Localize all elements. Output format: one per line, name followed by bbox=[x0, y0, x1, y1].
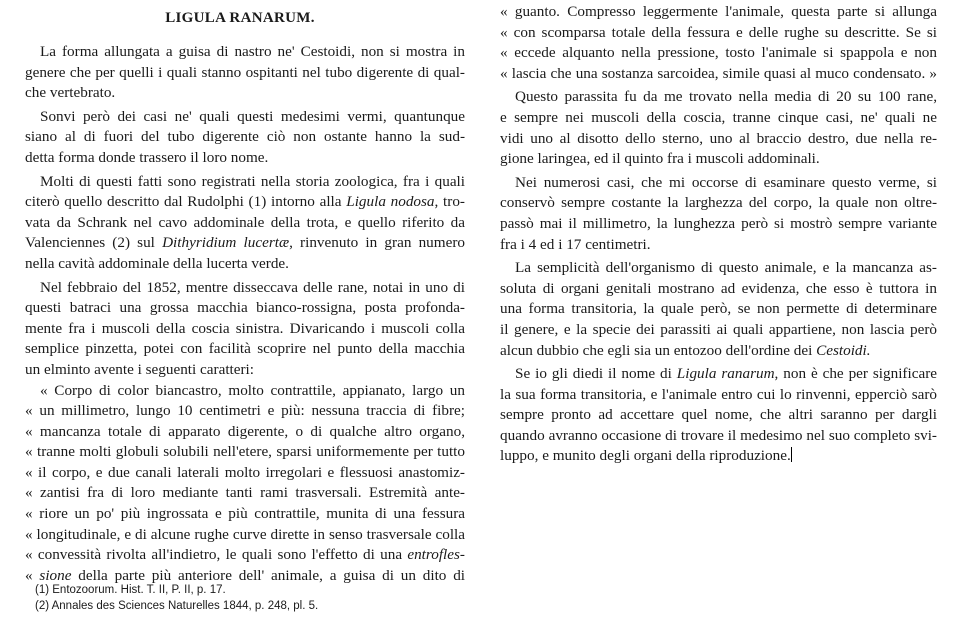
text-line bbox=[500, 341, 937, 362]
text-line bbox=[25, 213, 465, 234]
text-run: semplice pinzetta, potei con facilità scoprire nel punto della macchia bbox=[25, 340, 465, 358]
text-line bbox=[500, 320, 937, 341]
text-run: quando avranno occasione di trovare il medesimo nel suo completo svi- bbox=[500, 426, 937, 444]
text-line bbox=[25, 233, 465, 254]
italic-term: Cestoidi. bbox=[816, 341, 871, 359]
text-cursor bbox=[791, 447, 792, 462]
text-run: « eccede alquanto nella pressione, tosto l'animale si spappola e non bbox=[500, 44, 937, 62]
text-line bbox=[25, 422, 465, 443]
text-run: soluta di organi genitali mostrano ad evidenza, che esso è tuttora in bbox=[500, 279, 937, 297]
text-run: vidi uno al disotto dello sterno, uno al braccio destro, due nella re- bbox=[500, 129, 937, 147]
italic-term: Dithyridium lucertæ bbox=[162, 234, 290, 252]
text-run: una forma transitoria, la quale però, se non permette di determinare bbox=[500, 300, 937, 318]
text-line bbox=[500, 108, 937, 129]
text-run: luppo, e munito degli organi della riproduzione. bbox=[500, 447, 791, 465]
text-run: il genere, e la specie dei parassiti ai quali appartiene, non lascia però bbox=[500, 320, 937, 338]
text-line bbox=[500, 446, 937, 467]
text-run: nella cavità addominale della lucerta verde. bbox=[25, 254, 289, 272]
text-run: La semplicità dell'organismo di questo animale, e la mancanza as- bbox=[515, 259, 937, 277]
text-line bbox=[25, 442, 465, 463]
text-run: e sempre nei muscoli della coscia, tranne cinque casi, ne' quali ne bbox=[500, 108, 937, 126]
text-line bbox=[25, 127, 465, 148]
text-line bbox=[25, 319, 465, 340]
text-run: mente fra i muscoli della coscia sinistra. Divaricando i muscoli colla bbox=[25, 319, 465, 337]
text-run: « un millimetro, lungo 10 centimetri e più: nessuna traccia di fibre; bbox=[25, 402, 465, 420]
text-run: , rinvenuto in gran numero bbox=[289, 234, 465, 252]
left-column bbox=[25, 42, 465, 586]
text-run: conservò sempre costante la larghezza del corpo, la quale non oltre- bbox=[500, 194, 937, 212]
text-line bbox=[25, 172, 465, 193]
footnote-2: (2) Annales des Sciences Naturelles 1844, p. 248, pl. 5. bbox=[35, 600, 319, 612]
text-line bbox=[25, 483, 465, 504]
text-line bbox=[500, 385, 937, 406]
text-run: , non è che per significare bbox=[774, 365, 937, 383]
text-line bbox=[25, 107, 465, 128]
text-line bbox=[500, 193, 937, 214]
text-line bbox=[25, 192, 465, 213]
text-line bbox=[500, 426, 937, 447]
text-line bbox=[25, 254, 465, 275]
text-run: della parte più anteriore dell' animale, a guisa di un dito di bbox=[71, 566, 466, 584]
text-line bbox=[500, 87, 937, 108]
text-run: la sua forma transitoria, e l'animale entro cui lo rinvenni, epperciò sarò bbox=[500, 385, 937, 403]
text-line bbox=[500, 279, 937, 300]
page-title: LIGULA RANARUM. bbox=[165, 10, 315, 26]
text-line bbox=[500, 299, 937, 320]
footnote-1: (1) Entozoorum. Hist. T. II, P. II, p. 17. bbox=[35, 584, 226, 596]
text-run: alcun dubbio che egli sia un entozoo dell'ordine dei bbox=[500, 341, 817, 359]
text-run: « tranne molti globuli solubili nell'etere, sparsi uniformemente per tutto bbox=[25, 443, 465, 461]
text-run: detta forma donde trassero il loro nome. bbox=[25, 148, 269, 166]
text-run: Se io gli diedi il nome di bbox=[515, 365, 677, 383]
text-run: « guanto. Compresso leggermente l'animale, questa parte si allunga bbox=[500, 3, 937, 20]
italic-term: Ligula nodosa bbox=[346, 193, 435, 211]
text-run: Nei numerosi casi, che mi occorse di esaminare questo verme, si bbox=[515, 173, 937, 191]
text-run: sempre pronto ad accettare quel nome, che altri saranno per dargli bbox=[500, 406, 937, 424]
text-line bbox=[25, 148, 465, 169]
text-run: , tro- bbox=[434, 193, 465, 211]
text-run: « con scomparsa totale della fessura e delle rughe su descritte. Se si bbox=[500, 23, 937, 41]
text-line bbox=[25, 463, 465, 484]
text-run: « il corpo, e due canali laterali molto irregolari e flessuosi anastomiz- bbox=[25, 463, 465, 481]
italic-term: Ligula ranarum bbox=[676, 365, 775, 383]
text-line bbox=[500, 129, 937, 150]
text-line bbox=[25, 525, 465, 546]
text-run: fra i 4 ed i 17 centimetri. bbox=[500, 235, 651, 253]
text-line bbox=[500, 364, 937, 385]
text-run: Nel febbraio del 1852, mentre disseccava delle rane, notai in uno di bbox=[40, 278, 465, 296]
text-line bbox=[500, 258, 937, 279]
text-line bbox=[25, 504, 465, 525]
text-line bbox=[25, 278, 465, 299]
text-run: « longitudinale, e di alcune rughe curve dirette in senso trasversale colla bbox=[25, 525, 465, 543]
text-run: « riore un po' più ingrossata e più contrattile, munita di una fessura bbox=[25, 505, 465, 523]
text-line bbox=[500, 405, 937, 426]
text-run: gione laringea, ed il quinto fra i muscoli addominali. bbox=[500, 150, 820, 168]
text-run: un elminto avente i seguenti caratteri: bbox=[25, 360, 254, 378]
text-run: « zantisi fra di loro mediante tanti rami trasversali. Estremità ante- bbox=[25, 484, 465, 502]
text-line bbox=[25, 381, 465, 402]
text-run: passò mai il millimetro, la lunghezza però si mostrò sempre variante bbox=[500, 214, 937, 232]
text-line bbox=[25, 83, 465, 104]
text-line bbox=[25, 298, 465, 319]
footnotes bbox=[35, 582, 318, 614]
text-run: « Corpo di color biancastro, molto contrattile, appianato, largo un bbox=[40, 381, 465, 399]
text-line bbox=[500, 149, 937, 170]
text-run: questi batraci una grossa macchia bianco-rossigna, posta profonda- bbox=[25, 299, 465, 317]
text-line bbox=[500, 64, 937, 85]
text-run: vata da Schrank nel cavo addominale della trota, e quello riferito da bbox=[25, 213, 465, 231]
text-line bbox=[500, 2, 937, 23]
text-line bbox=[500, 43, 937, 64]
text-run: La forma allungata a guisa di nastro ne' Cestoidi, non si mostra in bbox=[40, 43, 465, 60]
text-line bbox=[25, 545, 465, 566]
text-run: Questo parassita fu da me trovato nella media di 20 su 100 rane, bbox=[515, 88, 937, 106]
text-line bbox=[25, 63, 465, 84]
italic-term: entrofles- bbox=[407, 546, 465, 564]
text-line bbox=[500, 214, 937, 235]
text-line bbox=[25, 339, 465, 360]
text-run: Valenciennes (2) sul bbox=[25, 234, 163, 252]
text-run: Molti di questi fatti sono registrati nella storia zoologica, fra i quali bbox=[40, 172, 465, 190]
text-line bbox=[25, 360, 465, 381]
text-run: « lascia che una sostanza sarcoidea, simile quasi al muco condensato. » bbox=[500, 64, 937, 82]
text-run: genere che per quelli i quali stanno ospitanti nel tubo digerente di qual- bbox=[25, 63, 465, 81]
text-line bbox=[500, 23, 937, 44]
text-line bbox=[25, 401, 465, 422]
text-run: che vertebrato. bbox=[25, 84, 116, 102]
text-run: Sonvi però dei casi ne' quali questi medesimi vermi, quantunque bbox=[40, 107, 465, 125]
text-line bbox=[25, 42, 465, 63]
right-column bbox=[500, 2, 937, 467]
text-line bbox=[500, 173, 937, 194]
text-run: « mancanza totale di apparato digerente, o di qualche altro organo, bbox=[25, 422, 465, 440]
text-run: « bbox=[25, 566, 40, 584]
text-line bbox=[500, 235, 937, 256]
text-run: « convessità rivolta all'indietro, le quali sono l'effetto di una bbox=[25, 546, 408, 564]
italic-term: sione bbox=[39, 566, 72, 584]
text-run: siano al di fuori del tubo digerente ciò non ostante hanno la sud- bbox=[25, 128, 465, 146]
text-run: citerò quello descritto dal Rudolphi (1) intorno alla bbox=[25, 193, 347, 211]
